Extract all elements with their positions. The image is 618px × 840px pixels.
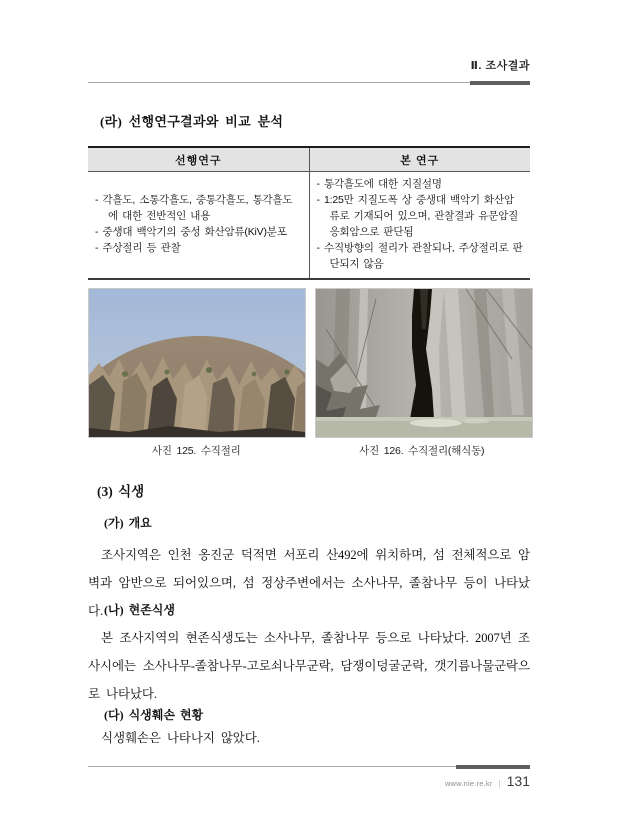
damage-subsection-title: (다) 식생훼손 현황 — [104, 708, 204, 722]
comparison-table-body-row — [88, 172, 530, 278]
footer-page-number: 131 — [506, 773, 530, 789]
current-study-item: - 통각흘도에 대한 지질설명 — [316, 178, 442, 190]
overview-subsection-title: (가) 개요 — [104, 516, 152, 530]
cliff-photo-illustration — [89, 289, 305, 437]
footer — [445, 773, 530, 789]
overview-paragraph: 조사지역은 인천 옹진군 덕적면 서포리 산492에 위치하며, 섬 전체적으로 암벽과 암반으로 되어있으며, 섬 정상주변에서는 소사나무, 졸참나무 등이 나타났다. — [88, 548, 530, 618]
column-header-current-study: 본 연구 — [400, 155, 440, 167]
comparison-section-title: (라) 선행연구결과와 비교 분석 — [100, 114, 284, 129]
footer-rule-accent — [456, 765, 530, 769]
photo-row — [88, 288, 530, 438]
header-rule — [88, 82, 530, 83]
current-vegetation-paragraph: 본 조사지역의 현존식생도는 소사나무, 졸참나무 등으로 나타났다. 2007년 조사시에는 소사나무-졸참나무-고로쇠나무군락, 담쟁이덩굴군락, 갯기름나물군락으로 나타났다. — [88, 631, 530, 701]
prior-study-item: - 중생대 백악기의 중성 화산암류(KiV)분포 — [95, 225, 287, 238]
photo-vertical-joint-cliff — [88, 288, 306, 438]
prior-study-item: - 주상절리 등 관찰 — [95, 241, 181, 254]
photo-sea-cave — [315, 288, 533, 438]
current-study-item: - 1:25만 지질도폭 상 중생대 백악기 화산암류로 기재되어 있으며, 관찰결과 유문암질 응회암으로 판단됨 — [316, 193, 519, 238]
photo-caption-125: 사진 125. 수직절리 — [151, 445, 241, 457]
current-vegetation-subsection-title: (나) 현존식생 — [104, 603, 175, 617]
column-header-prior-study: 선행연구 — [88, 148, 310, 171]
current-study-item: - 수직방향의 절리가 관찰되나, 주상절리로 판단되지 않음 — [316, 241, 523, 270]
footer-site-url: www.nie.re.kr — [444, 779, 493, 788]
prior-study-cell — [88, 172, 310, 278]
vegetation-section-title: (3) 식생 — [97, 484, 145, 499]
photo-caption-126: 사진 126. 수직절리(해식동) — [359, 445, 485, 457]
header-rule-accent — [470, 81, 530, 85]
page-header-section-label: Ⅱ. 조사결과 — [470, 60, 530, 72]
current-study-cell — [310, 172, 531, 278]
comparison-table — [88, 146, 530, 280]
sea-cave-photo-illustration — [316, 289, 532, 437]
footer-rule — [88, 766, 530, 767]
comparison-table-header-row — [88, 148, 530, 172]
damage-paragraph: 식생훼손은 나타나지 않았다. — [101, 731, 260, 745]
footer-separator: | — [498, 779, 501, 788]
prior-study-item: - 각흘도, 소통각흘도, 중통각흘도, 통각흘도에 대한 전반적인 내용 — [95, 193, 293, 222]
photo-captions — [88, 443, 530, 458]
